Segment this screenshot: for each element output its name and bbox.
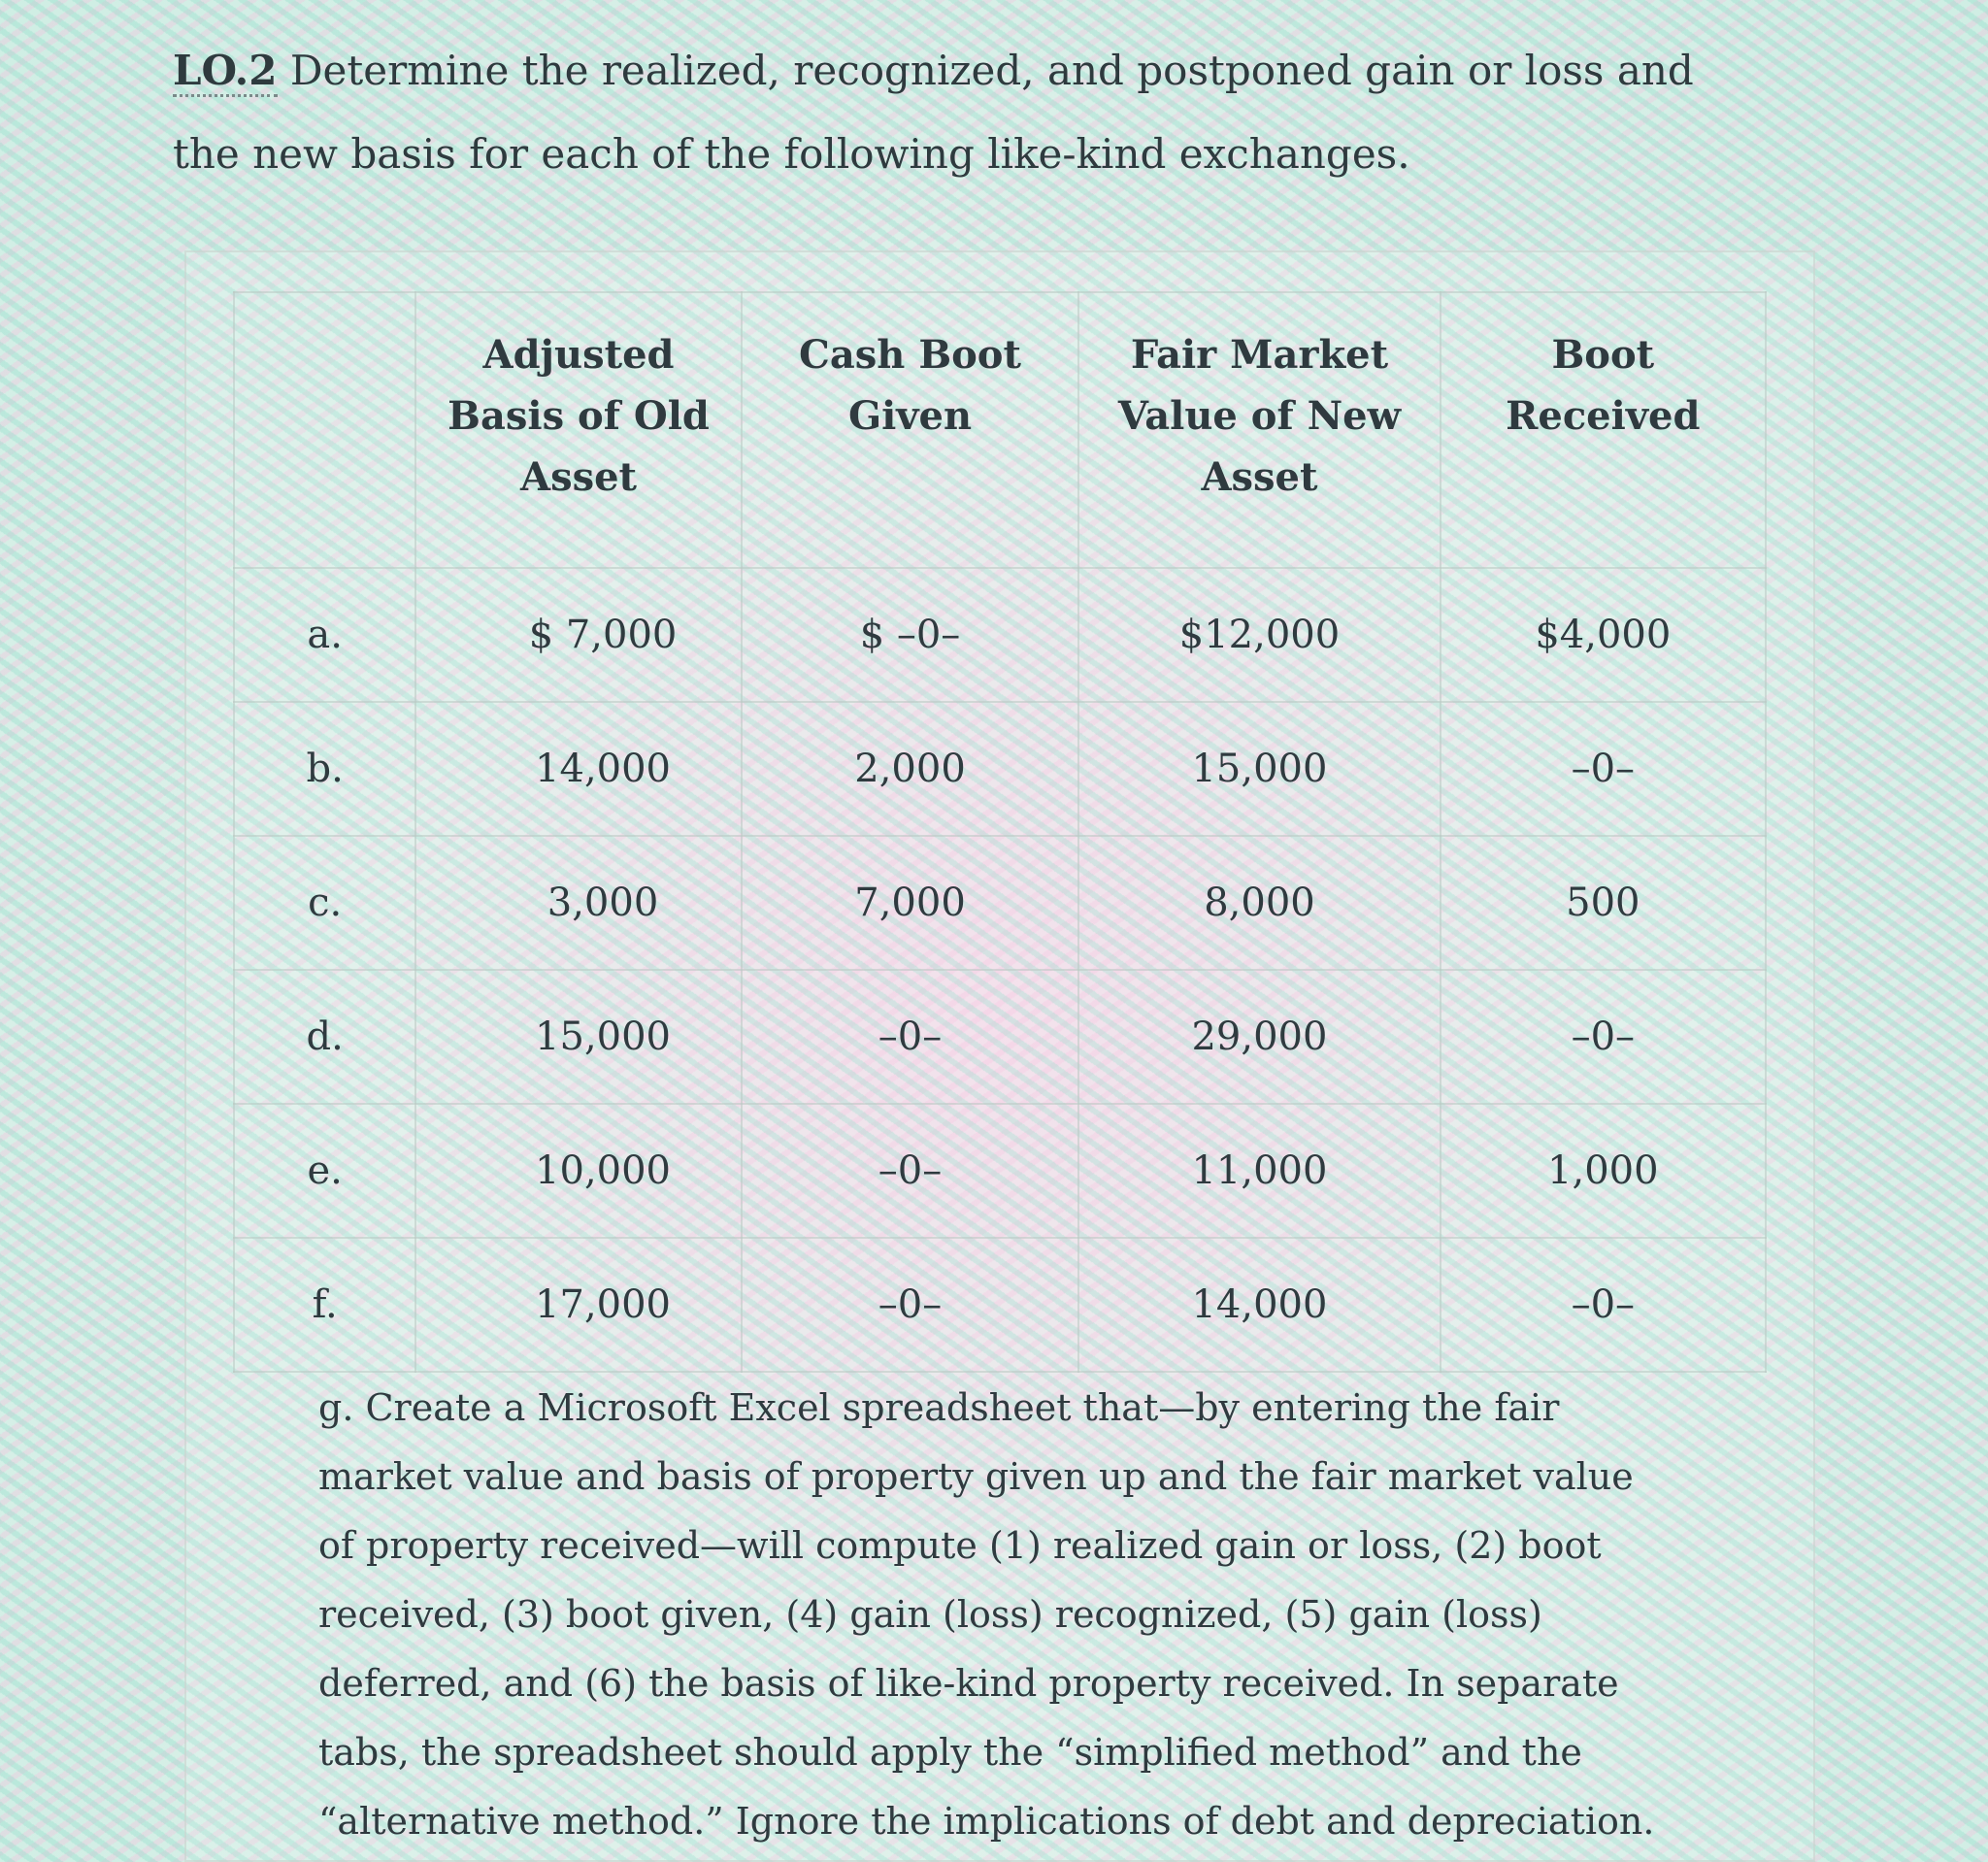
row-label: f. [234,1238,415,1372]
table-row [234,1238,1766,1372]
table-header-row [234,292,1766,568]
header-boot-received: Boot Received [1441,292,1766,568]
cash-boot-given-cell: $ –0– [742,568,1079,702]
row-label: d. [234,970,415,1104]
boot-received-cell: –0– [1441,702,1766,836]
adjusted-basis-cell: $ 7,000 [415,568,741,702]
fair-market-value-cell: 14,000 [1078,1238,1440,1372]
problem-intro [173,29,1765,196]
row-label: c. [234,836,415,970]
fair-market-value-cell: $12,000 [1078,568,1440,702]
learning-objective-label: LO.2 [173,47,278,97]
cash-boot-given-cell: 2,000 [742,702,1079,836]
row-label: e. [234,1104,415,1238]
table-row [234,702,1766,836]
cash-boot-given-cell: –0– [742,1238,1079,1372]
fair-market-value-cell: 8,000 [1078,836,1440,970]
adjusted-basis-cell: 15,000 [415,970,741,1104]
adjusted-basis-cell: 17,000 [415,1238,741,1372]
boot-received-cell: –0– [1441,1238,1766,1372]
boot-received-cell: 1,000 [1441,1104,1766,1238]
boot-received-cell: 500 [1441,836,1766,970]
header-adjusted-basis: Adjusted Basis of Old Asset [415,292,741,568]
adjusted-basis-cell: 10,000 [415,1104,741,1238]
table-row [234,836,1766,970]
boot-received-cell: –0– [1441,970,1766,1104]
fair-market-value-cell: 29,000 [1078,970,1440,1104]
exchanges-table [233,291,1767,1373]
table-row [234,970,1766,1104]
adjusted-basis-cell: 3,000 [415,836,741,970]
table-body [234,568,1766,1372]
fair-market-value-cell: 15,000 [1078,702,1440,836]
boot-received-cell: $4,000 [1441,568,1766,702]
table-row [234,568,1766,702]
table-row [234,1104,1766,1238]
cash-boot-given-cell: 7,000 [742,836,1079,970]
adjusted-basis-cell: 14,000 [415,702,741,836]
header-fair-market-value: Fair Market Value of New Asset [1078,292,1440,568]
header-label [234,292,415,568]
problem-statement: Determine the realized, recognized, and postponed gain or loss and the new basis for each of the following like-kind exchanges. [173,47,1694,178]
row-label: b. [234,702,415,836]
header-cash-boot-given: Cash Boot Given [742,292,1079,568]
fair-market-value-cell: 11,000 [1078,1104,1440,1238]
part-g-instructions: g. Create a Microsoft Excel spreadsheet that—by entering the fair market value and basis of property given up and the fair market value of property received—will compute (1) realized gain or loss, (2) boot received, (3) boot given, (4) gain (loss) recognized, (5) gain (loss) deferred, and (6) the basis of like-kind property received. In separate tabs, the spreadsheet should apply the “simplified method” and the “alternative method.” Ignore the implications of debt and depreciation. [318,1386,1655,1843]
row-label: a. [234,568,415,702]
cash-boot-given-cell: –0– [742,970,1079,1104]
cash-boot-given-cell: –0– [742,1104,1079,1238]
